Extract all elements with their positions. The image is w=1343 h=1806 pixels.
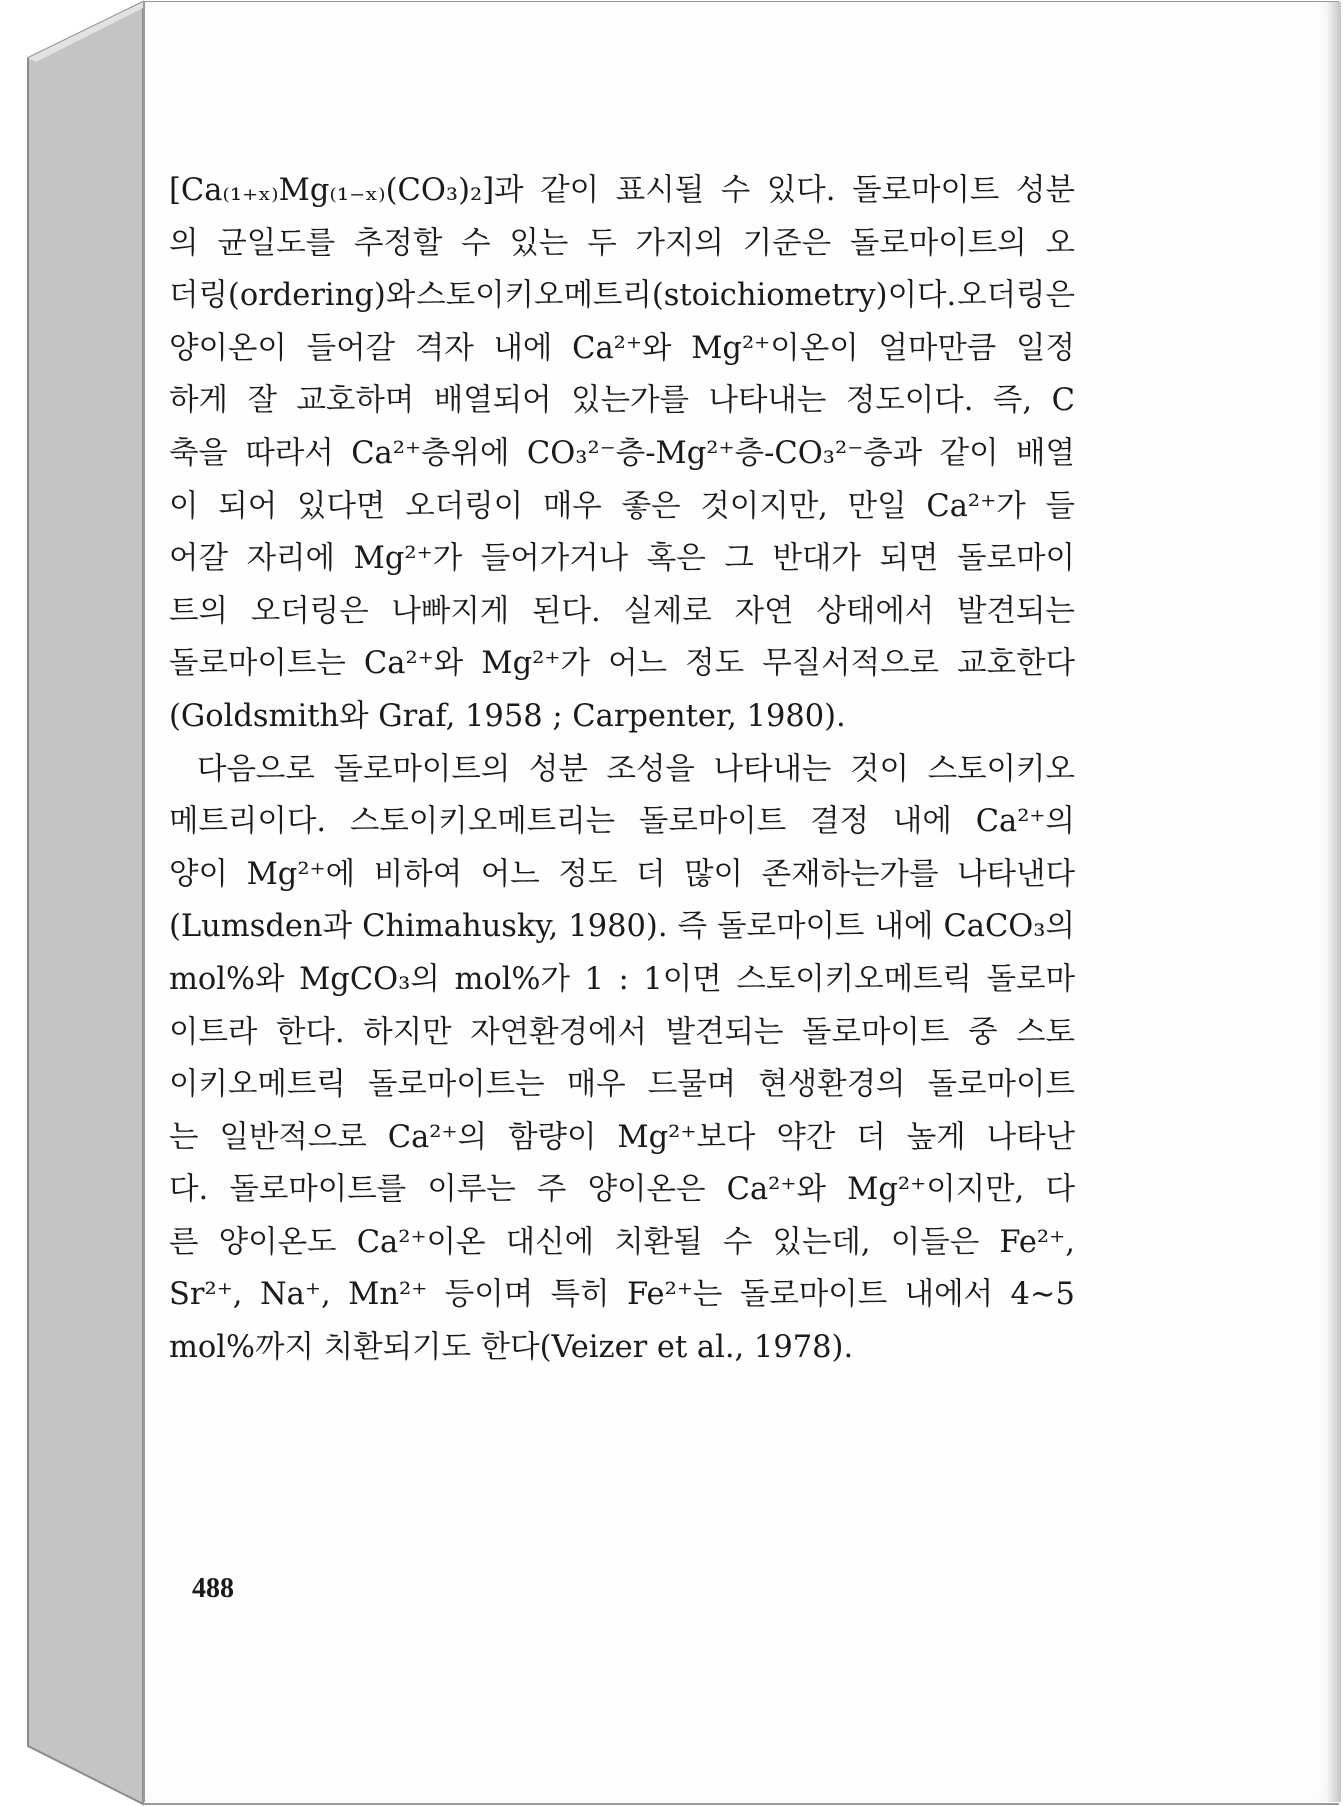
word: Ca²⁺와 (363, 646, 464, 682)
word: 격자 (414, 330, 474, 366)
word: 내에 (874, 909, 934, 945)
word: 오 (1045, 225, 1075, 261)
word: 되면 (879, 541, 939, 577)
word: 스토이키오메트릭 (736, 961, 972, 997)
text-line (169, 270, 1075, 323)
word: Mg²⁺가 (353, 541, 463, 577)
word: 돌로마이트 (638, 804, 787, 840)
page-edge-shadow (1327, 2, 1341, 1802)
word: 두 (587, 225, 617, 261)
word: 것이지만, (700, 488, 828, 524)
word: Ca²⁺의 (387, 1119, 488, 1155)
word: 있는 (509, 225, 569, 261)
word: 상태에서 (816, 593, 935, 629)
word: 드물며 (647, 1067, 737, 1103)
paragraph-2 (169, 744, 1075, 1375)
word: 하지만 (363, 1014, 452, 1050)
word: Fe²⁺는 (627, 1277, 723, 1313)
word: 4∼5 (1010, 1277, 1075, 1313)
word: 스토 (1016, 1014, 1075, 1050)
word: 더 (856, 1119, 886, 1155)
word: 양이 (169, 856, 228, 892)
word: 돌로마이트 (717, 909, 865, 945)
word: 더링(ordering)와 (169, 278, 416, 314)
word: 발견되는 (957, 593, 1075, 629)
word: 균일도를 (217, 225, 336, 261)
word: 특히 (550, 1277, 610, 1313)
word: 스토이키오메트리는 (349, 804, 616, 840)
word: 기준은 (742, 225, 832, 261)
word: 내에 (493, 330, 553, 366)
word: 많이 (684, 856, 743, 892)
text-line (169, 586, 1075, 639)
text-line (169, 165, 1075, 218)
text-line: (Goldsmith와 Graf, 1958 ; Carpenter, 1980). (169, 698, 846, 734)
word: 스토이키오메트리(stoichiometry)이다. (416, 278, 957, 314)
text-line (169, 533, 1075, 586)
word: 스토이키오 (927, 751, 1075, 787)
word: 등이며 (444, 1277, 534, 1313)
word: 어느 (480, 856, 540, 892)
word: 대신에 (505, 1224, 595, 1260)
word: 얼마만큼 (878, 330, 997, 366)
word: Chimahusky, (362, 909, 559, 945)
word: Ca²⁺와 (572, 330, 672, 366)
word: 무질서적으로 (762, 646, 939, 682)
word: 다 (1045, 1172, 1075, 1208)
word: mol%가 (454, 961, 570, 997)
word: 배열되어 (433, 383, 552, 419)
text-line (169, 1269, 1075, 1322)
word: 오더링은 (250, 593, 369, 629)
word: 있는데, (772, 1224, 871, 1260)
word: 수 (720, 173, 751, 208)
word: 돌로마이트의 (333, 751, 511, 787)
word: Mn²⁺ (348, 1277, 428, 1313)
word: Sr²⁺, (169, 1277, 243, 1313)
text-line (169, 1217, 1075, 1270)
page-number: 488 (192, 1573, 234, 1604)
text-line (169, 901, 1075, 954)
word: 들 (1045, 488, 1075, 524)
word: 배열 (1016, 435, 1075, 471)
paragraph-1 (169, 165, 1075, 744)
text-line (169, 1059, 1075, 1112)
word: 따라서 (245, 435, 334, 471)
word: 매우 (566, 1067, 626, 1103)
word: Fe²⁺, (999, 1224, 1075, 1260)
word: 자연환경에서 (470, 1014, 647, 1050)
word: MgCO₃의 (299, 961, 440, 997)
word: 현생환경의 (758, 1067, 906, 1103)
word: 조성을 (606, 751, 695, 787)
text-line (169, 375, 1075, 428)
word: 교호하며 (296, 383, 415, 419)
word: 발견되는 (665, 1014, 784, 1050)
text-line (169, 638, 1075, 691)
word: 된다. (532, 593, 601, 629)
word: 함량이 (508, 1119, 597, 1155)
word: 성분 (1016, 173, 1075, 208)
word: 수 (461, 225, 491, 261)
word: 있다. (766, 173, 836, 208)
word: 돌로마이트 (852, 173, 1000, 208)
word: 양이온이 (169, 330, 287, 366)
word: Ca²⁺가 (926, 488, 1026, 524)
text-line (169, 796, 1075, 849)
word: 돌로마이 (957, 541, 1075, 577)
word: 이 (169, 488, 199, 524)
word: 교호한다 (957, 646, 1075, 682)
word: 메트리이다. (169, 804, 327, 840)
text-line (169, 323, 1075, 376)
word: 가지의 (635, 225, 724, 261)
word: Ca²⁺이온 (356, 1224, 486, 1260)
word: 1980). (568, 909, 668, 945)
word: 정도 (558, 856, 618, 892)
word: 자연 (734, 593, 794, 629)
word: 이키오메트릭 (169, 1067, 346, 1103)
word: 반대가 (772, 541, 861, 577)
word: 한다. (275, 1014, 345, 1050)
word: 것이 (850, 751, 909, 787)
text-line (169, 428, 1075, 481)
text-line (169, 481, 1075, 534)
word: 주 (536, 1172, 567, 1208)
word: 되어 (218, 488, 278, 524)
word: 양이온은 (587, 1172, 706, 1208)
word: 즉 (677, 909, 708, 945)
word: 나타내는 (708, 383, 827, 419)
word: 돌로마이트 (927, 1067, 1075, 1103)
word: 하게 (169, 383, 228, 419)
word: 일정 (1016, 330, 1075, 366)
word: 이들은 (890, 1224, 980, 1260)
word: 오더링이 (405, 488, 524, 524)
word: 돌로마이트를 (229, 1172, 407, 1208)
word: Ca²⁺와 (726, 1172, 826, 1208)
word: 성분 (528, 751, 588, 787)
text-line (169, 1007, 1075, 1060)
word: CaCO₃의 (943, 909, 1075, 945)
word: 1이면 (643, 961, 722, 997)
word: 좋은 (621, 488, 681, 524)
word: 나빠지게 (391, 593, 510, 629)
word: 약간 (776, 1119, 836, 1155)
word: Ca²⁺의 (975, 804, 1075, 840)
word: [Ca₍₁₊ₓ₎Mg₍₁₋ₓ₎(CO₃)₂]과 (169, 173, 524, 208)
text-line (169, 849, 1075, 902)
word: 즉, (992, 383, 1033, 419)
word: 만일 (847, 488, 907, 524)
word: 나타낸다 (957, 856, 1075, 892)
word: 내에서 (904, 1277, 994, 1313)
word: 이루는 (427, 1172, 516, 1208)
word: Mg²⁺보다 (617, 1119, 756, 1155)
word: 돌로마이트 (802, 1014, 950, 1050)
word: 어갈 (169, 541, 228, 577)
word: 는 (169, 1119, 199, 1155)
word: 돌로마이트 (739, 1277, 888, 1313)
word: C (1051, 383, 1075, 419)
word: 치환될 (614, 1224, 703, 1260)
word: 나타난 (986, 1119, 1075, 1155)
word: 같이 (939, 435, 999, 471)
word: 중 (967, 1014, 998, 1050)
word: 정도이다. (845, 383, 974, 419)
word: 다음으로 (197, 751, 315, 787)
word: 돌로마이트는 (367, 1067, 545, 1103)
text-line (169, 218, 1075, 271)
word: Mg²⁺에 (246, 856, 356, 892)
word: 같이 (540, 173, 600, 208)
word: 결정 (810, 804, 870, 840)
word: 정도 (685, 646, 745, 682)
text-line (169, 954, 1075, 1007)
word: 수 (722, 1224, 753, 1260)
word: 어느 (608, 646, 667, 682)
word: 이트라 (169, 1014, 258, 1050)
text-line (169, 1112, 1075, 1165)
body-text (169, 165, 1075, 1375)
word: 나타내는 (713, 751, 832, 787)
word: 존재하는가를 (761, 856, 939, 892)
word: 축을 (169, 435, 228, 471)
word: 1 (584, 961, 604, 997)
word: 실제로 (623, 593, 712, 629)
text-line (169, 744, 1075, 797)
word: Mg²⁺가 (481, 646, 590, 682)
word: 내에 (892, 804, 952, 840)
word: CO₃²⁻층-Mg²⁺층-CO₃²⁻층과 (526, 435, 923, 471)
word: Mg²⁺이온이 (691, 330, 859, 366)
word: 그 (724, 541, 754, 577)
word: 있다면 (297, 488, 386, 524)
word: mol%와 (169, 961, 285, 997)
word: 있는가를 (571, 383, 689, 419)
word: (Lumsden과 (169, 909, 353, 945)
word: 혹은 (646, 541, 706, 577)
word: 다. (169, 1172, 209, 1208)
word: 돌로마 (986, 961, 1075, 997)
word: 들어가거나 (480, 541, 629, 577)
word: 자리에 (246, 541, 335, 577)
word: Mg²⁺이지만, (847, 1172, 1025, 1208)
text-line (169, 1164, 1075, 1217)
word: 더 (635, 856, 666, 892)
word: 양이온도 (218, 1224, 337, 1260)
word: 표시될 (615, 173, 705, 208)
word: : (618, 961, 629, 997)
word: 른 (169, 1224, 199, 1260)
word: Ca²⁺층위에 (351, 435, 510, 471)
word: 일반적으로 (219, 1119, 367, 1155)
word: 잘 (247, 383, 277, 419)
word: 매우 (542, 488, 602, 524)
word: 의 (169, 225, 199, 261)
word: 돌로마이트의 (849, 225, 1027, 261)
word: 돌로마이트는 (169, 646, 346, 682)
word: 오더링은 (957, 278, 1075, 314)
word: 들어갈 (306, 330, 395, 366)
word: 비하여 (373, 856, 463, 892)
word: 높게 (906, 1119, 966, 1155)
word: 트의 (169, 593, 228, 629)
word: 추정할 (353, 225, 443, 261)
text-line: mol%까지 치환되기도 한다(Veizer et al., 1978). (169, 1330, 854, 1366)
word: Na⁺, (259, 1277, 331, 1313)
